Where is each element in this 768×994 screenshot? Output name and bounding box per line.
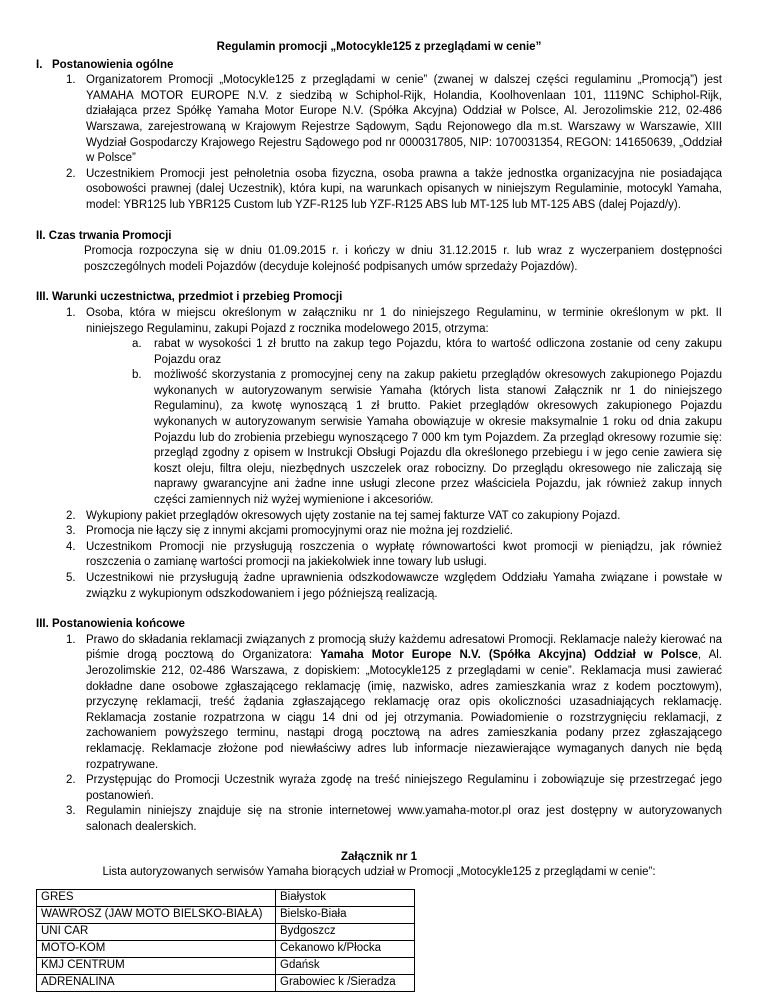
sub-item-text: możliwość skorzystania z promocyjnej ceny na zakup pakietu przeglądów okresowych zakupionego Pojazdu wykonanych w autoryzowanym serwisie Yamaha (których lista stanowi Załącznik nr 1 do niniejszego Regulaminu), za kwotę wynoszącą 1 zł brutto. Pakiet przeglądów okresowych zakupionego Pojazdu wykonanych w autoryzowanym serwisie Yamaha obowiązuje w okresie maksymalnie 1 roku od dnia zakupu Pojazdu lub do zrobienia przebiegu wynoszącego 7 000 km tym Pojazdem. Za przegląd okresowy rozumie się: przegląd zgodny z opisem w Instrukcji Obsługi Pojazdu dla określonego przebiegu i w jego cenie zawiera się koszt oleju, filtra oleju, niezbędnych uszczelek oraz robocizny. Do przeglądu okresowego nie zaliczają się naprawy gwarancyjne ani żadne inne usługi zlecone przez właściciela Pojazdu, jak również zakup innych części zamiennych niż wyżej wymienione i akcesoriów. [154, 369, 722, 507]
document-title: Regulamin promocji „Motocykle125 z przeglądami w cenie” [216, 41, 542, 53]
organizer-name: Yamaha Motor Europe N.V. (Spółka Akcyjna) Oddział w Polsce [320, 649, 698, 662]
service-city: Białystok [276, 889, 415, 906]
item-number: 3. [66, 525, 76, 538]
list-item [66, 524, 722, 540]
annex-subtitle: Lista autoryzowanych serwisów Yamaha biorących udział w Promocji „Motocykle125 z przeglądami w cenie”: [102, 866, 656, 879]
service-city: Bielsko-Biała [276, 906, 415, 923]
section-heading-general: I. Postanowienia ogólne [36, 58, 174, 71]
list-item [66, 167, 722, 214]
table-row [37, 940, 415, 957]
item-text-part: , Al. Jerozolimskie 212, 02-486 Warszawa, z dopiskiem: „Motocykle125 z przeglądami w cenie”. Reklamacja musi zawierać dokładne dane osobowe zgłaszającego reklamację (imię, nazwisko, adres zamieszkania wraz z kodem pocztowym), przyczynę reklamacji, treść żądania zgłaszającego reklamację oraz opis okoliczności uzasadniających reklamację. Reklamacja zostanie rozpatrzona w ciągu 14 dni od jej otrzymania. Powiadomienie o rozstrzygnięciu reklamacji, z zachowaniem powyższego terminu, nastąpi drogą pocztową na adres zamieszkania podany przez zgłaszającego reklamację. Reklamacje złożone pod niewłaściwy adres lub informacje niezawierające wymaganych danych nie będą rozpatrywane. [86, 649, 722, 771]
service-table [36, 889, 415, 992]
section-heading-conditions: III. Warunki uczestnictwa, przedmiot i przebieg Promocji [36, 291, 343, 304]
item-number: 5. [66, 572, 76, 584]
list-item [66, 73, 722, 167]
list-item [66, 540, 722, 571]
item-text: Przystępując do Promocji Uczestnik wyraża zgodę na treść niniejszego Regulaminu i zobowiązuje się przestrzegać jego postanowień. [86, 774, 722, 802]
list-item [66, 571, 722, 602]
item-number: 3. [66, 805, 76, 818]
item-number: 2. [66, 774, 76, 787]
service-city: Grabowiec k /Sieradza [276, 974, 415, 991]
service-name: ADRENALINA [37, 974, 276, 991]
list-item [66, 633, 722, 773]
list-item [66, 509, 722, 525]
item-text-part: Prawo do składania reklamacji związanych z promocją służy każdemu adresatowi Promocji. Reklamacje należy kierować na piśmie drogą pocztową do Organizatora: [86, 633, 722, 662]
service-name: WAWROSZ (JAW MOTO BIELSKO-BIAŁA) [37, 906, 276, 923]
table-row [37, 974, 415, 991]
service-name: MOTO-KOM [37, 940, 276, 957]
service-name: UNI CAR [37, 923, 276, 940]
section-heading-duration: II. Czas trwania Promocji [36, 229, 172, 242]
item-number: 1. [66, 74, 76, 87]
item-text: Uczestnikom Promocji nie przysługują roszczenia o wypłatę równowartości kwot promocji w pieniądzu, jak również roszczenia o zamianę wartości promocji na jakiekolwiek inne towary lub usługi. [86, 540, 722, 569]
item-number: 1. [66, 633, 76, 646]
item-text [86, 633, 722, 773]
service-name: KMJ CENTRUM [37, 957, 276, 974]
section-heading-final: III. Postanowienia końcowe [36, 618, 185, 631]
item-number: 2. [66, 167, 76, 180]
table-row [37, 906, 415, 923]
service-name: GRES [37, 889, 276, 906]
item-text: Regulamin niniejszy znajduje się na stronie internetowej www.yamaha-motor.pl oraz jest dostępny w autoryzowanych salonach dealerskich. [86, 805, 722, 833]
list-item [66, 306, 722, 337]
sub-item-letter: b. [132, 369, 142, 382]
sub-item [132, 337, 722, 368]
section-paragraph: Promocja rozpoczyna się w dniu 01.09.2015 r. i kończy w dniu 31.12.2015 r. lub wraz z wyczerpaniem dostępności poszczególnych modeli Pojazdów (decyduje kolejność podpisanych umów sprzedaży Pojazdów). [84, 245, 722, 273]
annex-title: Załącznik nr 1 [340, 850, 418, 863]
item-number: 1. [66, 306, 76, 319]
item-number: 2. [66, 509, 76, 522]
service-city: Gdańsk [276, 957, 415, 974]
item-text: Osoba, która w miejscu określonym w załączniku nr 1 do niniejszego Regulaminu, w terminie określonym w pkt. II niniejszego Regulaminu, zakupi Pojazd z rocznika modelowego 2015, otrzyma: [86, 306, 722, 335]
sub-item [132, 368, 722, 508]
item-number: 4. [66, 540, 76, 553]
item-text: Promocja nie łączy się z innymi akcjami promocyjnymi oraz nie można jej rozdzielić. [86, 525, 513, 538]
table-row [37, 923, 415, 940]
item-text: Wykupiony pakiet przeglądów okresowych ujęty zostanie na tej samej fakturze VAT co zakupiony Pojazd. [86, 509, 621, 522]
table-row [37, 889, 415, 906]
item-text: Organizatorem Promocji „Motocykle125 z przeglądami w cenie” (zwanej w dalszej części regulaminu „Promocją”) jest YAMAHA MOTOR EUROPE N.V. z siedzibą w Schiphol-Rijk, Holandia, Koolhovenlaan 101, 1119NC Schiphol-Rijk, działająca przez Spółkę Yamaha Motor Europe N.V. (Spółka Akcyjna) Oddział w Polsce, Al. Jerozolimskie 212, 02-486 Warszawa, zarejestrowaną w Krajowym Rejestrze Sądowym, Sądu Rejonowego dla m.st. Warszawy w Warszawie, XIII Wydział Gospodarczy Krajowego Rejestru Sądowego pod nr 0000317805, NIP: 1070031354, REGON: 141650639, „Oddział w Polsce” [86, 74, 722, 165]
table-row [37, 957, 415, 974]
service-city: Bydgoszcz [276, 923, 415, 940]
service-city: Cekanowo k/Płocka [276, 940, 415, 957]
sub-item-text: rabat w wysokości 1 zł brutto na zakup tego Pojazdu, która to wartość odliczona zostanie od ceny zakupu Pojazdu oraz [154, 338, 722, 366]
list-item [66, 773, 722, 804]
sub-item-letter: a. [132, 338, 142, 351]
item-text: Uczestnikiem Promocji jest pełnoletnia osoba fizyczna, osoba prawna a także jednostka organizacyjna nie posiadająca osobowości prawnej (dalej Uczestnik), która kupi, na warunkach opisanych w niniejszym Regulaminie, motocykl Yamaha, model: YBR125 lub YBR125 Custom lub YZF-R125 lub YZF-R125 ABS lub MT-125 lub MT-125 ABS (dalej Pojazd/y). [86, 167, 722, 211]
list-item [66, 804, 722, 835]
item-text: Uczestnikowi nie przysługują żadne uprawnienia odszkodowawcze względem Oddziału Yamaha związane i powstałe w związku z wykupionym odszkodowaniem i jego późniejszą realizacją. [86, 572, 722, 600]
